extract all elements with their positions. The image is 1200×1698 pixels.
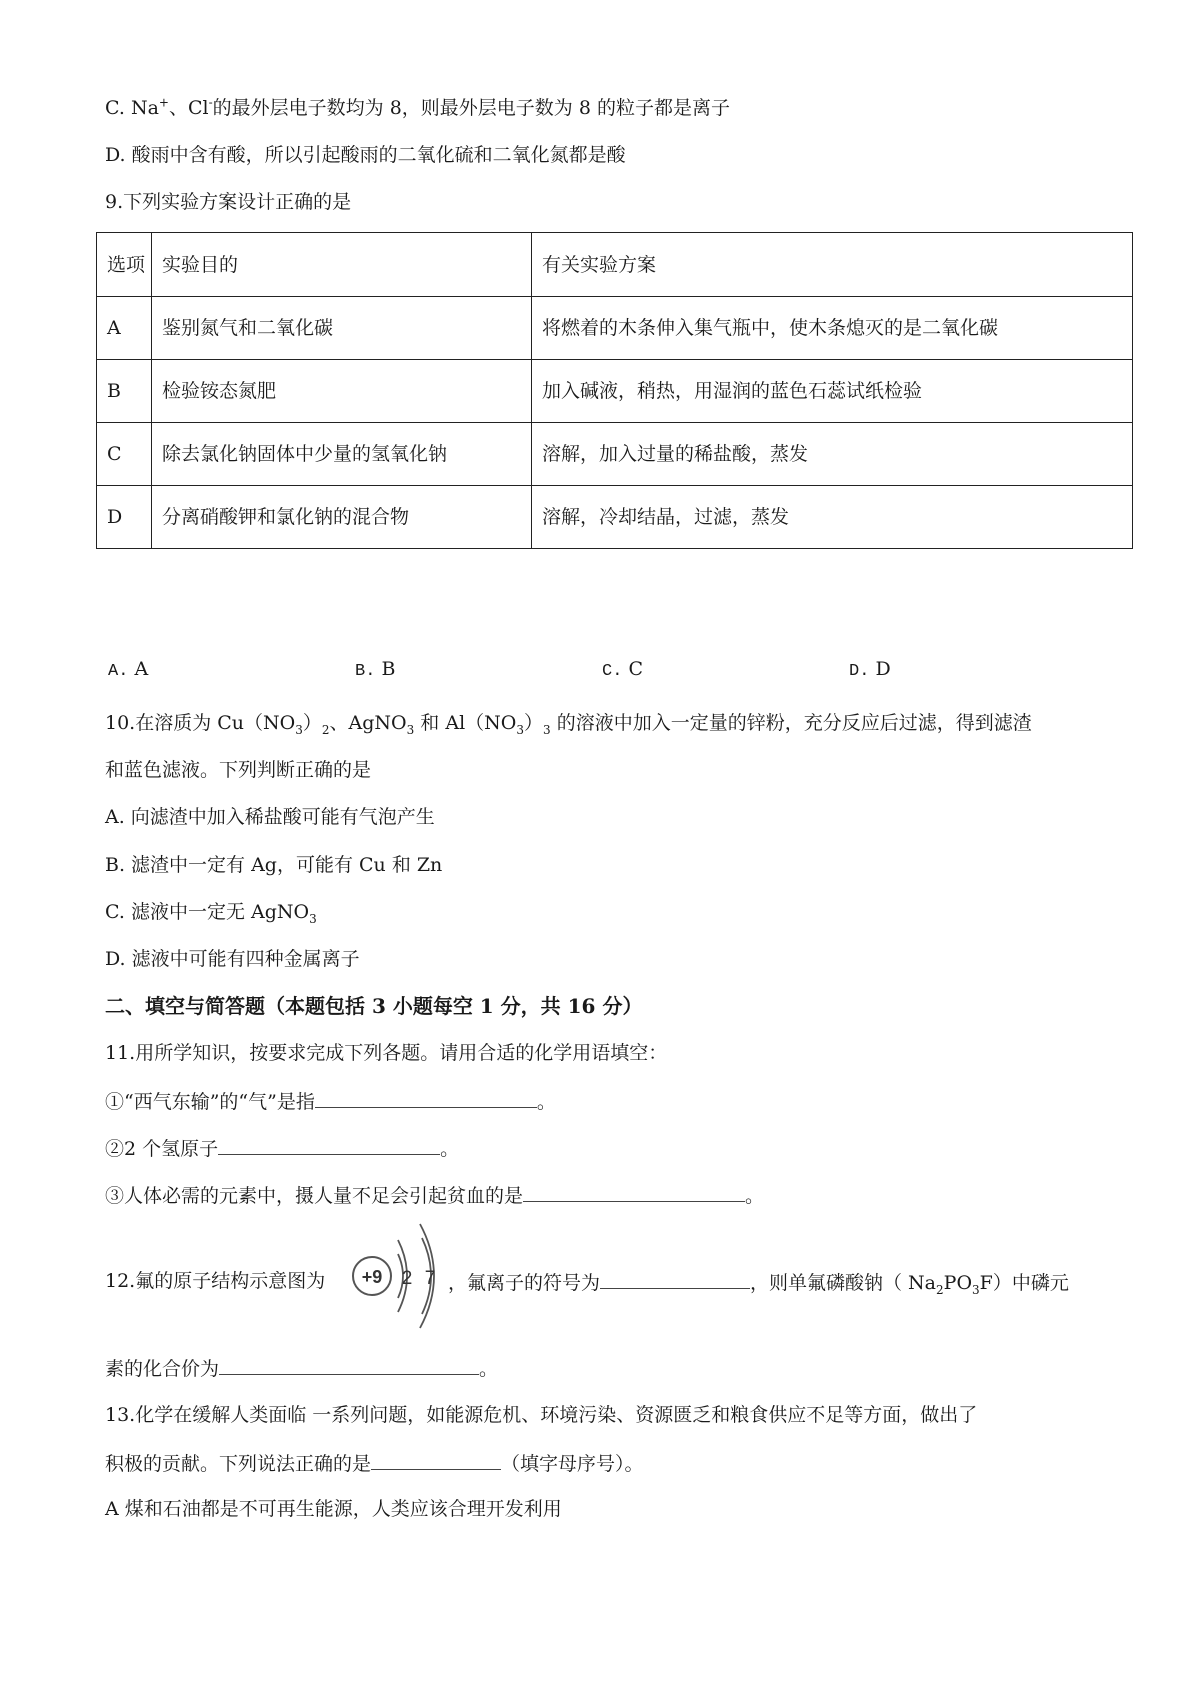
- q13-line1: 13.化学在缓解人类面临 一系列问题，如能源危机、环境污染、资源匮乏和粮食供应不足等方面，做出了: [105, 1404, 978, 1426]
- table-cell: 溶解，冷却结晶，过滤，蒸发: [532, 486, 1133, 549]
- q11-item-1-text: ①“西气东输”的“气”是指: [105, 1091, 315, 1113]
- table-cell: A: [97, 297, 152, 360]
- table-cell: 检验铵态氮肥: [152, 360, 532, 423]
- q10-text: 、AgNO: [329, 712, 407, 734]
- q10-text: 和 Al（NO: [414, 712, 517, 734]
- q10-stem-line2: 和蓝色滤液。下列判断正确的是: [105, 759, 372, 781]
- q10-sub: 3: [543, 722, 551, 737]
- q9-option-d: [849, 658, 891, 681]
- q12-text: F）中磷元: [979, 1272, 1069, 1294]
- q9-option-a: [108, 658, 148, 681]
- q11-item-3: [105, 1181, 764, 1209]
- q12-line2: [105, 1354, 498, 1382]
- q11-stem: 11.用所学知识，按要求完成下列各题。请用合适的化学用语填空：: [105, 1042, 668, 1064]
- table-row: [97, 486, 1133, 549]
- q10-text: 的溶液中加入一定量的锌粉，充分反应后过滤，得到滤渣: [550, 712, 1032, 734]
- answer-blank[interactable]: [523, 1181, 745, 1202]
- period: 。: [440, 1138, 460, 1160]
- q12-text: PO: [943, 1272, 973, 1294]
- q12-text: ，氟离子的符号为: [448, 1272, 601, 1294]
- q12-sub: 3: [972, 1282, 980, 1297]
- table-cell: 分离硝酸钾和氯化钠的混合物: [152, 486, 532, 549]
- q10-option-a: A. 向滤渣中加入稀盐酸可能有气泡产生: [105, 806, 435, 828]
- q10-option-c: [105, 899, 317, 925]
- table-row: [97, 297, 1133, 360]
- table-cell: 鉴别氮气和二氧化碳: [152, 297, 532, 360]
- q8-c-text-post: 的最外层电子数均为 8，则最外层电子数为 8 的粒子都是离子: [212, 97, 730, 119]
- q13-text: （填字母序号）。: [501, 1453, 644, 1475]
- table-header-cell: 选项: [97, 233, 152, 297]
- option-value: D: [875, 658, 891, 680]
- q13-line2: [105, 1449, 644, 1477]
- q12-text: ，则单氟磷酸钠（ Na: [750, 1272, 937, 1294]
- table-row: [97, 360, 1133, 423]
- nucleus-charge: +9: [361, 1267, 383, 1287]
- q12-text: 素的化合价为: [105, 1358, 220, 1380]
- q8-c-text: C. Na: [105, 97, 159, 119]
- q10-c-sub: 3: [309, 911, 317, 926]
- table-cell: 除去氯化钠固体中少量的氢氧化钠: [152, 423, 532, 486]
- shell-2-electrons: 7: [424, 1268, 436, 1289]
- option-label: A.: [108, 662, 129, 681]
- q11-item-1: [105, 1087, 556, 1115]
- answer-blank[interactable]: [315, 1087, 537, 1108]
- table-header-cell: 有关实验方案: [532, 233, 1133, 297]
- q9-option-b: [355, 658, 395, 681]
- table-header-row: [97, 233, 1133, 297]
- table-cell: C: [97, 423, 152, 486]
- q10-option-b: B. 滤渣中一定有 Ag，可能有 Cu 和 Zn: [105, 854, 443, 876]
- table-cell: 将燃着的木条伸入集气瓶中，使木条熄灭的是二氧化碳: [532, 297, 1133, 360]
- q10-sub: 3: [295, 722, 303, 737]
- q11-item-2: [105, 1134, 459, 1162]
- answer-blank[interactable]: [600, 1268, 750, 1289]
- q13-text: 积极的贡献。下列说法正确的是: [105, 1453, 372, 1475]
- q8-option-c: [105, 95, 730, 121]
- q12-sub: 2: [936, 1282, 944, 1297]
- q13-option-a: A 煤和石油都是不可再生能源，人类应该合理开发利用: [105, 1498, 562, 1520]
- option-label: B.: [355, 662, 376, 681]
- option-label: C.: [602, 662, 623, 681]
- table-header-cell: 实验目的: [152, 233, 532, 297]
- table-cell: 溶解，加入过量的稀盐酸，蒸发: [532, 423, 1133, 486]
- q10-text: ）: [524, 712, 544, 734]
- option-value: B: [381, 658, 396, 680]
- q10-c-text: C. 滤液中一定无 AgNO: [105, 901, 310, 923]
- q12-line1-rest: [448, 1268, 1069, 1296]
- q10-sub: 3: [406, 722, 415, 737]
- q12-line1: [105, 1268, 325, 1294]
- option-value: A: [134, 658, 149, 680]
- table-cell: 加入碱液，稍热，用湿润的蓝色石蕊试纸检验: [532, 360, 1133, 423]
- q9-option-c: [602, 658, 643, 681]
- q10-sub: 3: [516, 722, 524, 737]
- q8-c-sup-minus: -: [208, 95, 213, 110]
- q10-text: 10.在溶质为 Cu（NO: [105, 712, 296, 734]
- period: 。: [479, 1358, 499, 1380]
- answer-blank[interactable]: [371, 1449, 501, 1470]
- q8-option-d: D. 酸雨中含有酸，所以引起酸雨的二氧化硫和二氧化氮都是酸: [105, 144, 626, 166]
- table-cell: B: [97, 360, 152, 423]
- q10-stem-line1: [105, 710, 1032, 736]
- shell-1-electrons: 2: [401, 1268, 413, 1289]
- q8-c-sup-plus: +: [158, 95, 169, 110]
- period: 。: [536, 1091, 556, 1113]
- q9-stem: 9.下列实验方案设计正确的是: [105, 191, 352, 213]
- q10-option-d: D. 滤液中可能有四种金属离子: [105, 948, 360, 970]
- q10-text: ）: [302, 712, 322, 734]
- q8-c-text-mid: 、Cl: [168, 97, 209, 119]
- q9-table: [96, 232, 1133, 549]
- table-row: [97, 423, 1133, 486]
- q10-sub: 2: [321, 722, 330, 737]
- q11-item-3-text: ③人体必需的元素中，摄人量不足会引起贫血的是: [105, 1185, 524, 1207]
- fluorine-atom-diagram: [350, 1218, 450, 1330]
- answer-blank[interactable]: [218, 1134, 440, 1155]
- section-title: 二、填空与简答题（本题包括 3 小题每空 1 分，共 16 分）: [105, 994, 643, 1018]
- period: 。: [745, 1185, 765, 1207]
- option-value: C: [628, 658, 643, 680]
- table-cell: D: [97, 486, 152, 549]
- q12-text: 12.氟的原子结构示意图为: [105, 1270, 326, 1292]
- q11-item-2-text: ②2 个氢原子: [105, 1138, 219, 1160]
- answer-blank[interactable]: [219, 1354, 479, 1375]
- option-label: D.: [849, 662, 870, 681]
